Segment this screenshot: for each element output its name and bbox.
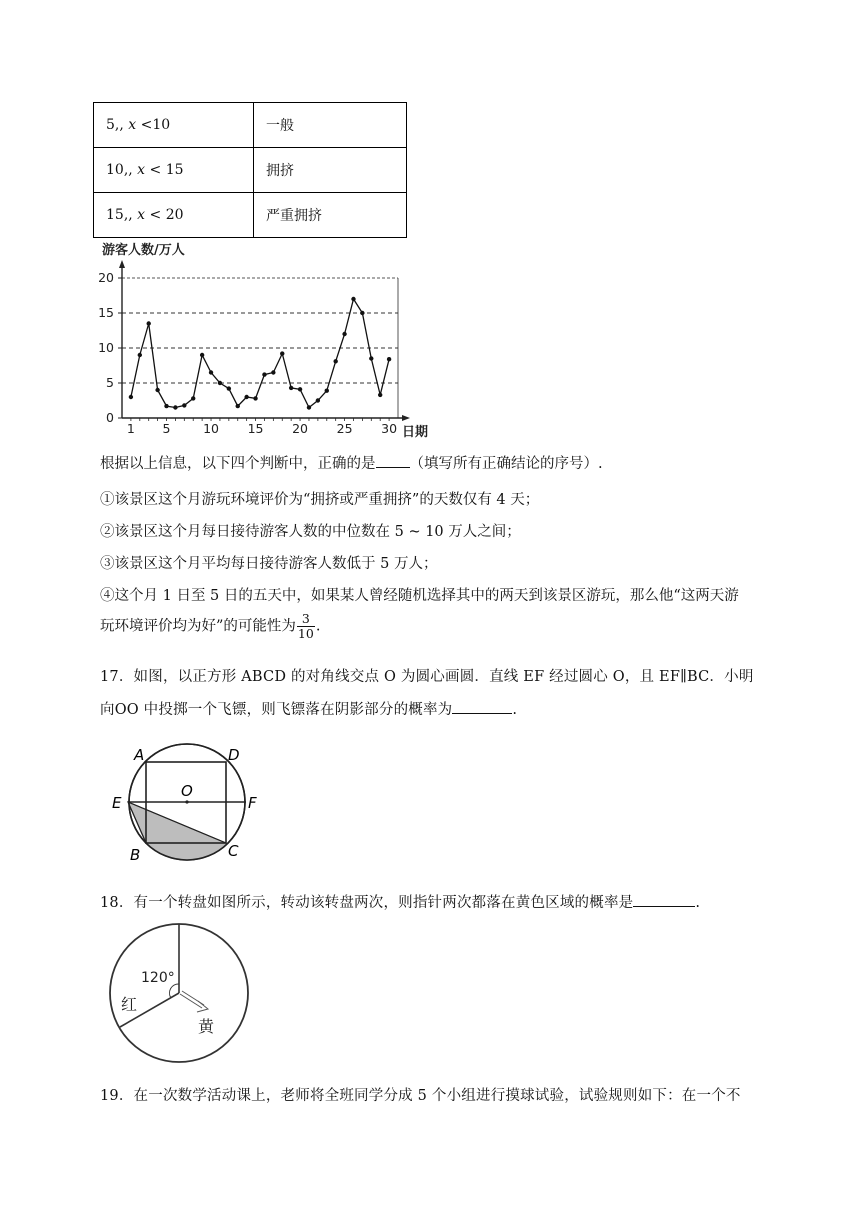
- circle-square-figure: [108, 740, 268, 870]
- answer-blank[interactable]: [633, 894, 695, 907]
- table-row: [94, 148, 407, 193]
- statement-2: ②该景区这个月每日接待游客人数的中位数在 5 ~ 10 万人之间；: [100, 524, 521, 540]
- data-point: [289, 386, 293, 390]
- label-a: A: [134, 746, 145, 764]
- statement-3: ③该景区这个月平均每日接待游客人数低于 5 万人；: [100, 556, 438, 572]
- evaluation-cell: 严重拥挤: [254, 193, 407, 238]
- q16-intro: 根据以上信息，以下四个判断中，正确的是 （填写所有正确结论的序号）.: [100, 456, 603, 472]
- y-axis-label: 游客人数/万人: [102, 243, 185, 258]
- statement-4-line2: 玩环境评价均为好”的可能性为 $\frac{3}{10}$ .: [100, 611, 321, 641]
- q17-line1: 17．如图，以正方形 ABCD 的对角线交点 O 为圆心画圆．直线 EF 经过圆心 O，且 EF∥BC．小明: [100, 669, 754, 685]
- q18-line1: 18．有一个转盘如图所示，转动该转盘两次，则指针两次都落在黄色区域的概率是 .: [100, 895, 701, 911]
- spinner-figure: [108, 922, 253, 1064]
- table-row: [94, 193, 407, 238]
- table-row: [94, 103, 407, 148]
- pointer-arrow-icon: [180, 991, 208, 1012]
- data-point: [307, 405, 311, 409]
- data-point: [280, 351, 284, 355]
- x-tick-label: 30: [381, 421, 398, 436]
- y-tick-label: 5: [106, 375, 114, 390]
- x-tick-label: 20: [292, 421, 309, 436]
- data-point: [191, 396, 195, 400]
- data-point: [325, 389, 329, 393]
- label-e: E: [112, 794, 122, 812]
- x-tick-label: 25: [336, 421, 353, 436]
- yellow-region-label: 黄: [198, 1017, 215, 1036]
- data-point: [271, 370, 275, 374]
- data-point: [298, 387, 302, 391]
- x-tick-label: 1: [126, 421, 135, 436]
- label-d: D: [228, 746, 240, 764]
- data-point: [129, 395, 133, 399]
- data-point: [378, 393, 382, 397]
- data-point: [138, 353, 142, 357]
- statement-4-line1: ④这个月 1 日至 5 日的五天中，如果某人曾经随机选择其中的两天到该景区游玩，那么他“这两天游: [100, 588, 739, 604]
- evaluation-cell: 拥挤: [254, 148, 407, 193]
- data-point: [209, 370, 213, 374]
- answer-blank[interactable]: [376, 455, 410, 468]
- data-point: [262, 372, 266, 376]
- x-axis-label: 日期: [402, 425, 429, 440]
- data-point: [360, 311, 364, 315]
- data-point: [155, 388, 159, 392]
- data-point: [236, 404, 240, 408]
- q17-line2: 向OO 中投掷一个飞镖，则飞镖落在阴影部分的概率为 .: [100, 702, 518, 718]
- data-point: [182, 403, 186, 407]
- x-axis-arrow-icon: [402, 415, 410, 421]
- data-point: [351, 297, 355, 301]
- x-tick-label: 10: [203, 421, 219, 436]
- x-tick-label: 15: [247, 421, 264, 436]
- y-tick-label: 20: [98, 270, 114, 285]
- red-region-label: 红: [121, 995, 138, 1014]
- data-point: [218, 381, 222, 385]
- data-point: [200, 353, 204, 357]
- range-cell: 5,, x <10: [94, 103, 254, 148]
- y-tick-label: 10: [98, 340, 114, 355]
- angle-label: 120°: [141, 970, 175, 986]
- label-o: O: [181, 782, 193, 800]
- data-point: [387, 357, 391, 361]
- data-point: [342, 332, 346, 336]
- y-axis-arrow-icon: [119, 260, 125, 268]
- evaluation-cell: 一般: [254, 103, 407, 148]
- data-point: [173, 405, 177, 409]
- data-point: [253, 396, 257, 400]
- y-tick-label: 0: [106, 410, 114, 425]
- data-point: [164, 404, 168, 408]
- data-point: [369, 356, 373, 360]
- evaluation-table: [93, 102, 407, 238]
- visitor-line-chart: [92, 240, 452, 440]
- answer-blank[interactable]: [452, 701, 512, 714]
- label-b: B: [130, 846, 141, 864]
- y-tick-label: 15: [98, 305, 114, 320]
- data-point: [244, 395, 248, 399]
- data-point: [227, 386, 231, 390]
- q19-line1: 19．在一次数学活动课上，老师将全班同学分成 5 个小组进行摸球试验，试验规则如下：在一个不: [100, 1088, 741, 1104]
- series-line: [131, 299, 389, 408]
- range-cell: 10,, x < 15: [94, 148, 254, 193]
- x-tick-label: 5: [162, 421, 171, 436]
- fraction: $\frac{3}{10}$: [297, 611, 314, 641]
- data-point: [333, 359, 337, 363]
- label-c: C: [228, 842, 239, 860]
- data-point: [316, 398, 320, 402]
- range-cell: 15,, x < 20: [94, 193, 254, 238]
- statement-1: ①该景区这个月游玩环境评价为“拥挤或严重拥挤”的天数仅有 4 天；: [100, 492, 540, 508]
- data-point: [147, 321, 151, 325]
- label-f: F: [248, 794, 257, 812]
